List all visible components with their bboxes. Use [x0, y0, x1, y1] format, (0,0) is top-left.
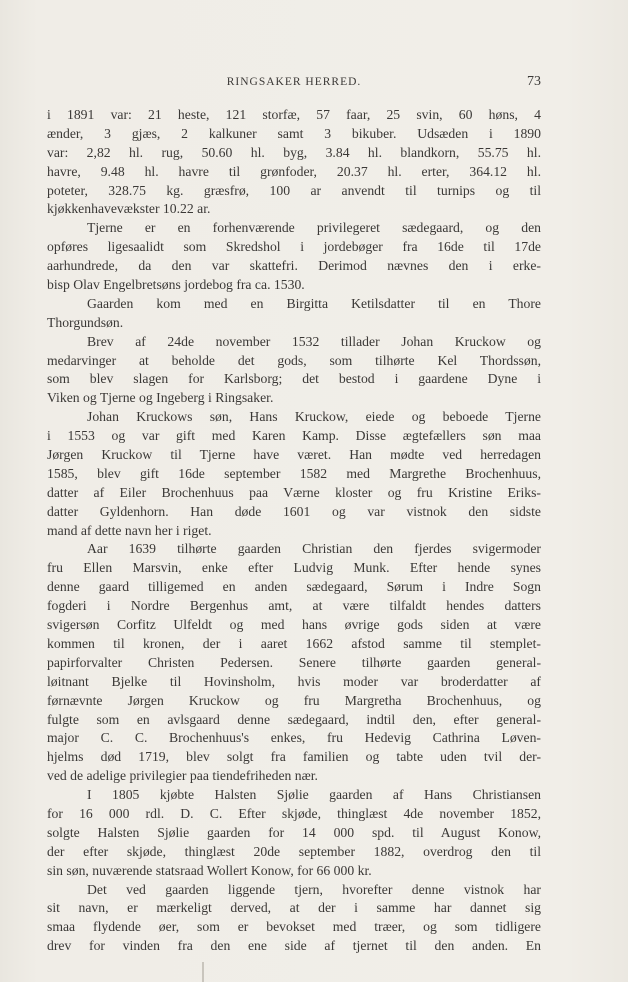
- text-line: 1585, blev gift 16de september 1582 med Margrethe Brochenhuus,: [47, 465, 541, 481]
- text-line: major C. C. Brochenhuus's enkes, fru Hedevig Cathrina Løven-: [47, 730, 541, 746]
- text-line: Det ved gaarden liggende tjern, hvorefter denne vistnok har: [87, 881, 541, 897]
- text-line: aarhundrede, da den var skattefri. Derimod nævnes den i erke-: [47, 258, 541, 274]
- page-header: [47, 70, 541, 90]
- text-line: kommen til kronen, der i aaret 1662 afstod samme til stemplet-: [47, 635, 541, 651]
- page-number: 73: [527, 74, 541, 89]
- text-line: denne gaard tilligemed en anden sædegaard, Sørum i Indre Sogn: [47, 579, 541, 595]
- text-line: sin søn, nuværende statsraad Wollert Konow, for 66 000 kr.: [47, 862, 372, 878]
- text-line: Jørgen Kruckow til Tjerne have været. Han mødte ved herredagen: [47, 447, 541, 463]
- text-line: som blev slagen for Karlsborg; det bestod i gaardene Dyne i: [47, 371, 541, 387]
- text-line: løitnant Bjelke til Hovinsholm, hvis moder var broderdatter af: [47, 673, 541, 689]
- text-line: medarvinger at beholde det gods, som tilhørte Kel Thordssøn,: [47, 352, 541, 368]
- text-line: i 1553 og var gift med Karen Kamp. Disse ægtefællers søn maa: [47, 428, 541, 444]
- text-line: Viken og Tjerne og Ingeberg i Ringsaker.: [47, 390, 274, 406]
- text-line: der efter skjøde, thinglæst 20de september 1882, overdrog den til: [47, 843, 541, 859]
- text-line: Brev af 24de november 1532 tillader Johan Kruckow og: [87, 333, 541, 349]
- text-line: førnævnte Jørgen Kruckow og fru Margretha Brochenhuus, og: [47, 692, 541, 708]
- text-line: kjøkkenhavevækster 10.22 ar.: [47, 201, 211, 217]
- text-line: Gaarden kom med en Birgitta Ketilsdatter til en Thore: [87, 295, 541, 311]
- text-line: fru Ellen Marsvin, enke efter Ludvig Munk. Efter hende synes: [47, 560, 541, 576]
- text-line: fogderi i Nordre Bergenhus amt, at være tilfaldt hendes datters: [47, 598, 541, 614]
- text-line: havre, 9.48 hl. havre til grønfoder, 20.37 hl. erter, 364.12 hl.: [47, 163, 541, 179]
- text-line: ænder, 3 gjæs, 2 kalkuner samt 3 bikuber. Udsæden i 1890: [47, 125, 541, 141]
- text-line: hjelms død 1719, blev solgt fra familien og tabte uden tvil der-: [47, 749, 541, 765]
- text-line: datter af Eiler Brochenhuus paa Værne kloster og fru Kristine Eriks-: [47, 484, 541, 500]
- text-line: i 1891 var: 21 heste, 121 storfæ, 57 faar, 25 svin, 60 høns, 4: [47, 107, 541, 122]
- text-line: Aar 1639 tilhørte gaarden Christian den fjerdes svigermoder: [87, 541, 541, 557]
- text-line: smaa flydende øer, som er bevokset med træer, og som tidligere: [47, 919, 541, 935]
- text-line: opføres ligesaalidt som Skredshol i jordebøger fra 16de til 17de: [47, 239, 541, 255]
- gutter-mark: [202, 962, 204, 982]
- body-text: [47, 106, 541, 956]
- text-line: poteter, 328.75 kg. græsfrø, 100 ar anvendt til turnips og til: [47, 182, 541, 198]
- text-line: drev for vinden fra den ene side af tjernet til den anden. En: [47, 938, 541, 954]
- text-line: Tjerne er en forhenværende privilegeret sædegaard, og den: [87, 220, 541, 236]
- text-line: var: 2,82 hl. rug, 50.60 hl. byg, 3.84 hl. blandkorn, 55.75 hl.: [47, 144, 541, 160]
- text-line: fulgte som en avlsgaard denne sædegaard, indtil den, efter general-: [47, 711, 541, 727]
- text-line: Johan Kruckows søn, Hans Kruckow, eiede og beboede Tjerne: [87, 409, 541, 425]
- text-line: solgte Halsten Sjølie gaarden for 14 000 spd. til August Konow,: [47, 824, 541, 840]
- text-line: ved de adelige privilegier paa tiendefriheden nær.: [47, 768, 318, 784]
- text-line: I 1805 kjøbte Halsten Sjølie gaarden af Hans Christiansen: [87, 787, 541, 803]
- text-line: mand af dette navn her i riget.: [47, 522, 212, 538]
- text-line: sit navn, er mærkeligt derved, at der i samme har dannet sig: [47, 900, 541, 916]
- text-line: Thorgundsøn.: [47, 314, 124, 330]
- text-line: papirforvalter Christen Pedersen. Senere tilhørte gaarden general-: [47, 654, 541, 670]
- text-line: for 16 000 rdl. D. C. Efter skjøde, thinglæst 4de november 1852,: [47, 805, 541, 821]
- text-line: svigersøn Corfitz Ulfeldt og med hans øvrige gods siden at være: [47, 617, 541, 633]
- text-line: datter Gyldenhorn. Han døde 1601 og var vistnok den sidste: [47, 503, 541, 519]
- text-line: bisp Olav Engelbretsøns jordebog fra ca. 1530.: [47, 277, 305, 293]
- running-title: RINGSAKER HERRED.: [226, 76, 362, 88]
